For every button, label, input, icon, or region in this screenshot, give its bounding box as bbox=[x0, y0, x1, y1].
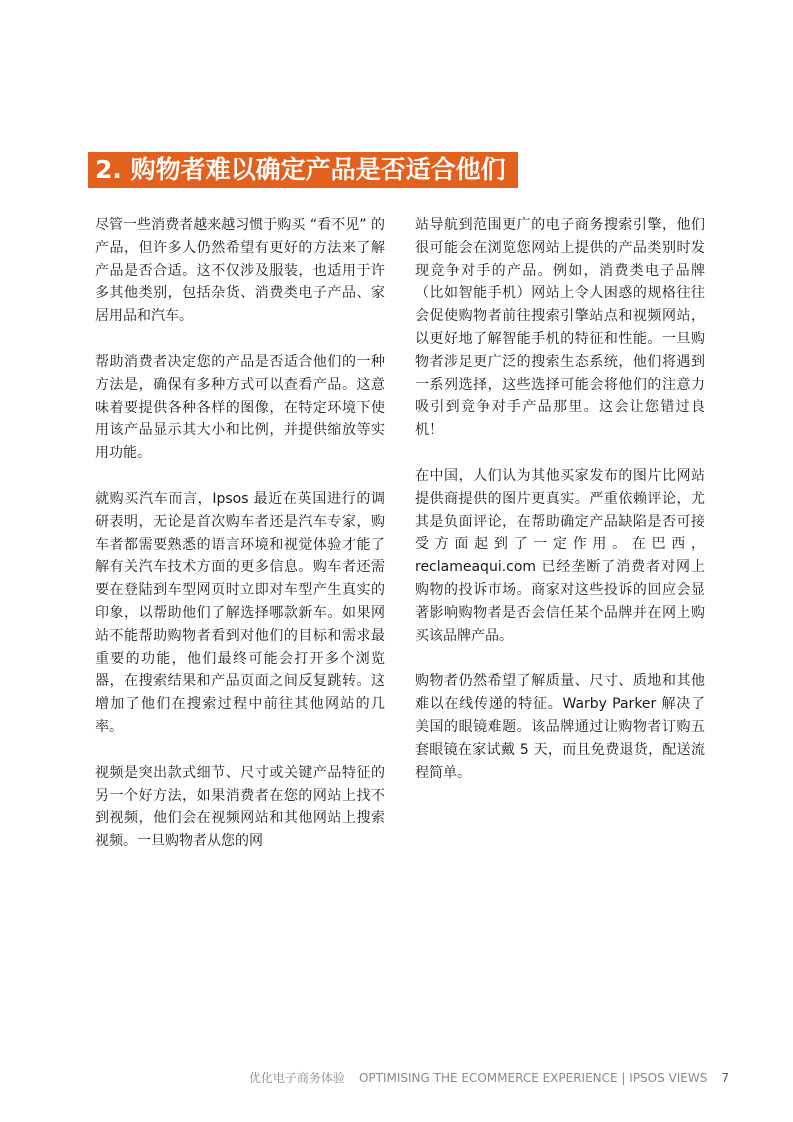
paragraph: 尽管一些消费者越来越习惯于购买 “看不见” 的产品，但许多人仍然希望有更好的方法来了解产品是否合适。这不仅涉及服装，也适用于许多其他类别，包括杂货、消费类电子产品、家居用品和汽车。 bbox=[95, 217, 385, 325]
paragraph: 视频是突出款式细节、尺寸或关键产品特征的另一个好方法，如果消费者在您的网站上找不到视频，他们会在视频网站和其他网站上搜索视频。一旦购物者从您的网 bbox=[95, 764, 385, 850]
page-number: 7 bbox=[721, 1071, 729, 1085]
paragraph: 就购买汽车而言，Ipsos 最近在英国进行的调研表明，无论是首次购车者还是汽车专家，购车者都需要熟悉的语言环境和视觉体验才能了解有关汽车技术方面的更多信息。购车者还需要在登陆到车型网页时立即对车型产生真实的印象，以帮助他们了解选择哪款新车。如果网站不能帮助购物者看到对他们的目标和需求最重要的功能，他们最终可能会打开多个浏览器，在搜索结果和产品页面之间反复跳转。这增加了他们在搜索过程中前往其他网站的几率。 bbox=[95, 490, 385, 735]
paragraph: 站导航到范围更广的电子商务搜索引擎，他们很可能会在浏览您网站上提供的产品类别时发现竞争对手的产品。例如，消费类电子品牌（比如智能手机）网站上令人困惑的规格往往会促使购物者前往搜索引擎站点和视频网站，以更好地了解智能手机的特征和性能。一旦购物者涉足更广泛的搜索生态系统，他们将遇到一系列选择，这些选择可能会将他们的注意力吸引到竞争对手产品那里。这会让您错过良机！ bbox=[415, 217, 705, 439]
right-column bbox=[415, 214, 705, 807]
left-column bbox=[95, 214, 385, 876]
paragraph: 在中国，人们认为其他买家发布的图片比网站提供商提供的图片更真实。严重依赖评论，尤其是负面评论，在帮助确定产品缺陷是否可接受方面起到了一定作用。在巴西，reclameaqui.com 已经垄断了消费者对网上购物的投诉市场。商家对这些投诉的回应会显著影响购物者是否会信任某个品牌并在网上购买该品牌产品。 bbox=[415, 467, 705, 644]
paragraph: 购物者仍然希望了解质量、尺寸、质地和其他难以在线传递的特征。Warby Parker 解决了美国的眼镜难题。该品牌通过让购物者订购五套眼镜在家试戴 5 天，而且免费退货，配送流程简单。 bbox=[415, 673, 705, 781]
page-footer bbox=[0, 1069, 729, 1087]
paragraph: 帮助消费者决定您的产品是否适合他们的一种方法是，确保有多种方式可以查看产品。这意味着要提供各种各样的图像，在特定环境下使用该产品显示其大小和比例，并提供缩放等实用功能。 bbox=[95, 353, 385, 462]
section-heading: 2. 购物者难以确定产品是否适合他们 bbox=[88, 152, 518, 188]
footer-title-cn: 优化电子商务体验 bbox=[248, 1071, 345, 1085]
footer-title-en: OPTIMISING THE ECOMMERCE EXPERIENCE | IPSOS VIEWS bbox=[358, 1071, 708, 1085]
